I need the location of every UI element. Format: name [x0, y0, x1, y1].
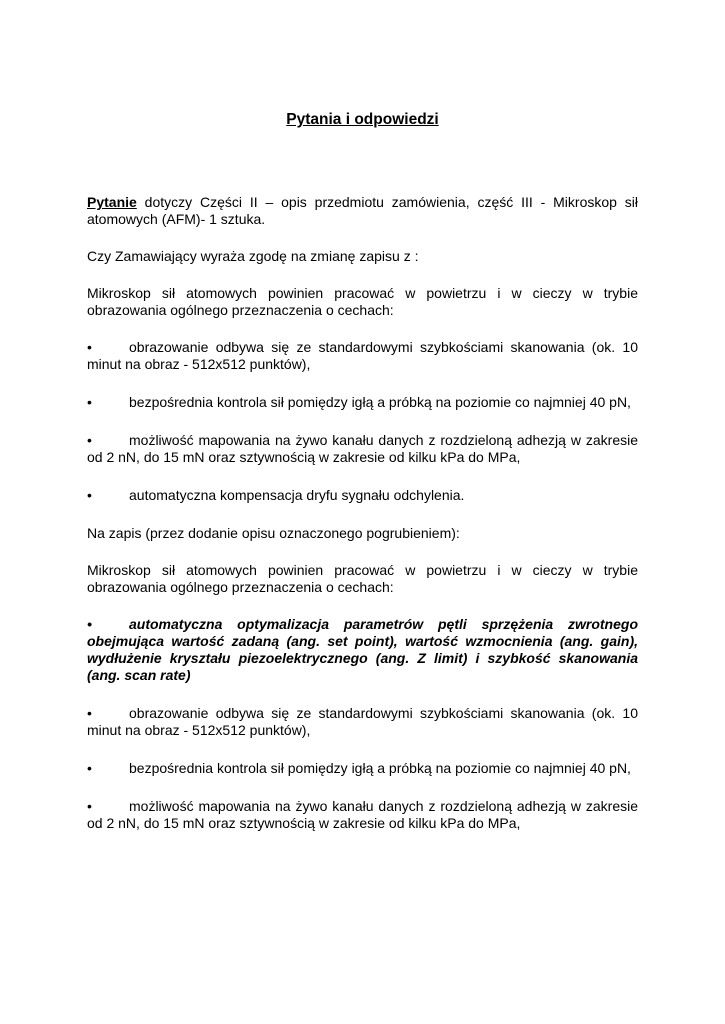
question-paragraph	[87, 194, 638, 228]
change-paragraph: Na zapis (przez dodanie opisu oznaczonego pogrubieniem):	[87, 525, 460, 541]
list-item	[87, 339, 638, 373]
bullet-icon: •	[87, 339, 92, 355]
list-item-text: możliwość mapowania na żywo kanału danych z rozdzieloną adhezją w zakresie od 2 nN, do 15 mN oraz sztywnością w zakresie od kilku kPa do MPa,	[87, 432, 638, 465]
list-item	[87, 487, 638, 504]
intro-paragraph-2: Mikroskop sił atomowych powinien pracować w powietrzu i w cieczy w trybie obrazowania ogólnego przeznaczenia o cechach:	[87, 562, 638, 595]
list-item-bold	[87, 616, 638, 684]
list-item-text: obrazowanie odbywa się ze standardowymi szybkościami skanowania (ok. 10 minut na obraz - 512x512 punktów),	[87, 339, 638, 372]
list-item-text: bezpośrednia kontrola sił pomiędzy igłą a próbką na poziomie co najmniej 40 pN,	[129, 760, 631, 776]
bullet-icon: •	[87, 705, 92, 721]
list-item	[87, 798, 638, 832]
list-item-text: możliwość mapowania na żywo kanału danych z rozdzieloną adhezją w zakresie od 2 nN, do 15 mN oraz sztywnością w zakresie od kilku kPa do MPa,	[87, 798, 638, 831]
list-item-text: bezpośrednia kontrola sił pomiędzy igłą a próbką na poziomie co najmniej 40 pN,	[129, 394, 631, 410]
list-item-text: automatyczna kompensacja dryfu sygnału odchylenia.	[129, 487, 465, 503]
question-text: dotyczy Części II – opis przedmiotu zamówienia, część III - Mikroskop sił atomowych (AFM)- 1 sztuka.	[87, 194, 638, 227]
consent-question: Czy Zamawiający wyraża zgodę na zmianę zapisu z :	[87, 248, 419, 264]
list-item	[87, 394, 638, 411]
bullet-icon: •	[87, 487, 92, 503]
list-item	[87, 760, 638, 777]
bullet-icon: •	[87, 760, 92, 776]
bullet-icon: •	[87, 394, 92, 410]
page-title: Pytania i odpowiedzi	[286, 111, 439, 128]
bullet-icon: •	[87, 616, 92, 632]
bullet-icon: •	[87, 432, 92, 448]
bullet-icon: •	[87, 798, 92, 814]
list-item	[87, 705, 638, 739]
intro-paragraph-1: Mikroskop sił atomowych powinien pracować w powietrzu i w cieczy w trybie obrazowania ogólnego przeznaczenia o cechach:	[87, 285, 638, 318]
list-item-text: obrazowanie odbywa się ze standardowymi szybkościami skanowania (ok. 10 minut na obraz - 512x512 punktów),	[87, 705, 638, 738]
question-lead: Pytanie	[87, 194, 137, 210]
list-item	[87, 432, 638, 466]
list-item-text: automatyczna optymalizacja parametrów pętli sprzężenia zwrotnego obejmująca wartość zadaną (ang. set point), wartość wzmocnienia (ang. gain), wydłużenie kryształu piezoelektrycznego (ang. Z limit) i szybkość skanowania (ang. scan rate)	[87, 616, 638, 683]
document-body	[87, 194, 638, 853]
